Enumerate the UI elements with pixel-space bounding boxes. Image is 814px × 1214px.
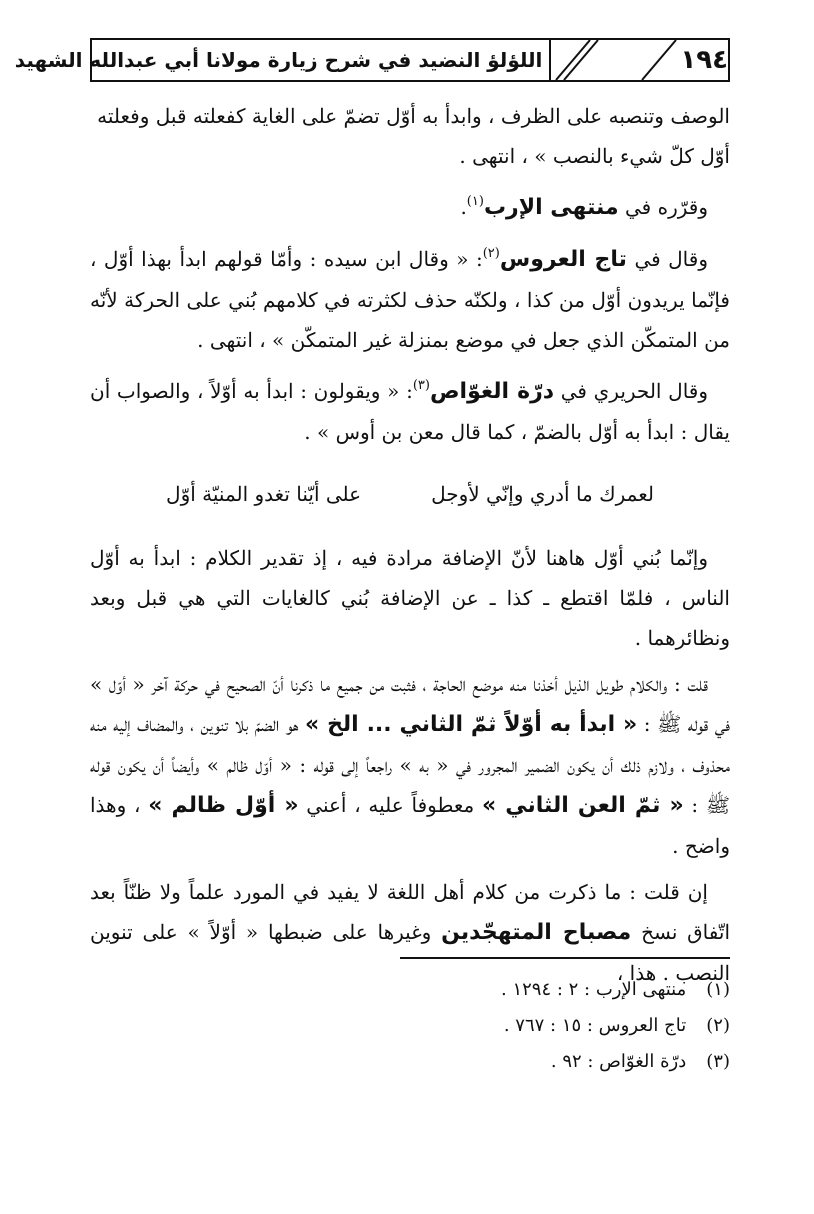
hadith-quote-1: « ابدأ به أوّلاً ثمّ الثاني ... الخ » <box>305 712 638 737</box>
p6-d: معطوفاً عليه ، أعني <box>306 793 475 817</box>
page-header <box>14 38 730 82</box>
book-title-durrat-al-ghawwas: درّة الغوّاص <box>429 379 555 404</box>
p6-e: ، وهذا واضح . <box>90 793 730 858</box>
p4-rest: : « ويقولون : ابدأ به أوّلاً ، والصواب أن يقال : ابدأ به أوّل بالضمّ ، كما قال معن بن أوس » . <box>90 379 730 444</box>
p4-pre: وقال الحريري في <box>560 379 709 403</box>
book-title-taj-al-arus: تاج العروس <box>499 247 627 272</box>
p1-line1: الوصف وتنصبه على الظرف ، وابدأ به أوّل تضمّ على الغاية كفعلته قبل وفعلته <box>97 104 730 128</box>
p7-a: إن قلت : ما ذكرت من كلام أهل اللغة لا يفيد في المورد علماً ولا ظنّاً بعد اتّفاق نسخ <box>90 880 731 944</box>
footnote-text: منتهى الإرب : ٢ : ١٢٩٤ . <box>501 979 687 1000</box>
paragraph-1 <box>90 96 730 176</box>
p2-post: . <box>460 195 467 219</box>
page-number: ١٩٤ <box>680 45 728 75</box>
p7-b: وغيرها على ضبطها « أوّلاً » على تنوين النصب . هذا ، <box>90 920 730 985</box>
p2-pre: وقرّره في <box>625 195 708 219</box>
footnote-item <box>90 1008 730 1044</box>
paragraph-5: وإنّما بُني أوّل هاهنا لأنّ الإضافة مرادة فيه ، إذ تقدير الكلام : ابدأ به أوّل الناس ، فلمّا اقتطع ـ كذا ـ عن الإضافة بُني كالغايات التي هي قبل وبعد ونظائرهما . <box>90 546 730 650</box>
footnote-number: (٢) <box>706 1015 730 1036</box>
p6-c: هو الضمّ بلا تنوين ، والمضاف إليه منه محذوف ، ولازم ذلك أن يكون الضمير المجرور في « به » راجعاً إلى قوله : « أوّل ظالم » وأيضاً أن يكون قوله ﷺ : <box>90 712 731 817</box>
running-title: اللؤلؤ النضيد في شرح زيارة مولانا أبي عبدالله الشهيد <box>14 48 543 72</box>
book-title-muntaha-al-arab: منتهى الإرب <box>483 195 619 220</box>
footnote-number: (٣) <box>706 1051 730 1072</box>
footnote-text: تاج العروس : ١٥ : ٧٦٧ . <box>503 1015 687 1036</box>
footnote-divider <box>400 957 730 959</box>
footnotes <box>90 972 730 1080</box>
paragraph-4 <box>90 366 730 452</box>
p3-rest: : « وقال ابن سيده : وأمّا قولهم ابدأ بهذا أوّل ، فإنّما يريدون أوّل من كذا ، ولكنّه حذف لكثرته في كلامهم بُني على الحركة لأنّه من المتمكّن الذي جعل في موضع بمنزلة غير المتمكّن » ، انتهى . <box>90 247 730 352</box>
book-title-misbah-al-mutahajjid: مصباح المتهجّدين <box>441 920 632 945</box>
paragraph-3 <box>90 234 730 360</box>
footnote-ref-1[interactable]: (١) <box>466 194 484 209</box>
footnote-ref-2[interactable]: (٢) <box>482 246 500 261</box>
footnote-text: درّة الغوّاص : ٩٢ . <box>550 1051 687 1072</box>
hadith-quote-3: « أوّل ظالم » <box>148 793 299 818</box>
footnote-item <box>90 972 730 1008</box>
p1-line2: أوّل كلّ شيء بالنصب » ، انتهى . <box>459 144 730 168</box>
paragraph-2 <box>90 182 730 228</box>
header-slash-decoration <box>550 40 680 80</box>
p6-a: قلت : والكلام طويل الذيل أخذنا منه موضع الحاجة ، فثبت من جميع ما ذكرنا أنّ الصحيح في حركة آخر « أوّل » في قوله ﷺ : <box>90 672 731 736</box>
footnote-ref-3[interactable]: (٣) <box>412 378 430 393</box>
poem-verse <box>90 474 730 514</box>
main-text <box>90 96 730 999</box>
poem-first-hemistich: لعمرك ما أدري وإنّي لأوجل <box>431 482 654 506</box>
footnote-number: (١) <box>706 979 730 1000</box>
poem-second-hemistich: على أيّنا تغدو المنيّة أوّل <box>166 482 362 506</box>
p3-pre: وقال في <box>634 247 708 271</box>
paragraph-6 <box>90 664 730 866</box>
footnote-item <box>90 1044 730 1080</box>
hadith-quote-2: « ثمّ العن الثاني » <box>481 793 684 818</box>
